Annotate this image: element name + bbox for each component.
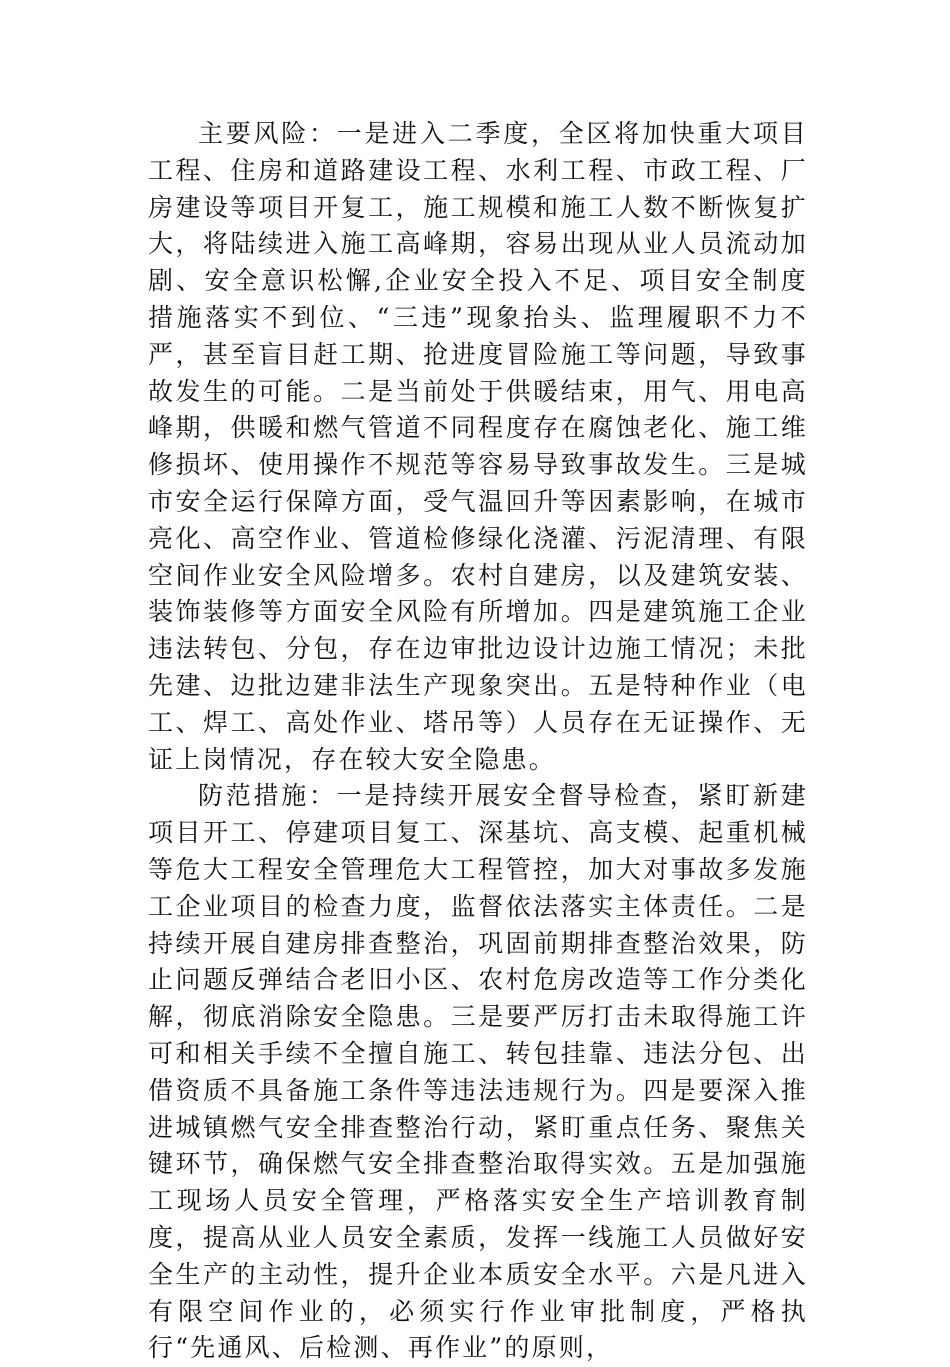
paragraph-main-risks: 主要风险：一是进入二季度，全区将加快重大项目工程、住房和道路建设工程、水利工程、市政工程、厂房建设等项目开复工，施工规模和施工人数不断恢复扩大，将陆续进入施工高峰期，容易出现从业人员流动加剧、安全意识松懈,企业安全投入不足、项目安全制度措施落实不到位、“三违”现象抬头、监理履职不力不严，甚至盲目赶工期、抢进度冒险施工等问题，导致事故发生的可能。二是当前处于供暖结束，用气、用电高峰期，供暖和燃气管道不同程度存在腐蚀老化、施工维修损坏、使用操作不规范等容易导致事故发生。三是城市安全运行保障方面，受气温回升等因素影响，在城市亮化、高空作业、管道检修绿化浇灌、污泥清理、有限空间作业安全风险增多。农村自建房，以及建筑安装、装饰装修等方面安全风险有所增加。四是建筑施工企业违法转包、分包，存在边审批边设计边施工情况；未批先建、边批边建非法生产现象突出。五是特种作业（电工、焊工、高处作业、塔吊等）人员存在无证操作、无证上岗情况，存在较大安全隐患。 <box>148 119 808 774</box>
paragraph-preventive-measures: 防范措施：一是持续开展安全督导检查，紧盯新建项目开工、停建项目复工、深基坑、高支模、起重机械等危大工程安全管理危大工程管控，加大对事故多发施工企业项目的检查力度，监督依法落实主体责任。二是持续开展自建房排查整治，巩固前期排查整治效果，防止问题反弹结合老旧小区、农村危房改造等工作分类化解，彻底消除安全隐患。三是要严厉打击未取得施工许可和相关手续不全擅自施工、转包挂靠、违法分包、出借资质不具备施工条件等违法违规行为。四是要深入推进城镇燃气安全排查整治行动，紧盯重点任务、聚焦关键环节，确保燃气安全排查整治取得实效。五是加强施工现场人员安全管理，严格落实安全生产培训教育制度，提高从业人员安全素质，发挥一线施工人员做好安全生产的主动性，提升企业本质安全水平。六是凡进入有限空间作业的，必须实行作业审批制度，严格执行“先通风、后检测、再作业”的原则， <box>148 781 808 1363</box>
document-body <box>148 116 808 1367</box>
